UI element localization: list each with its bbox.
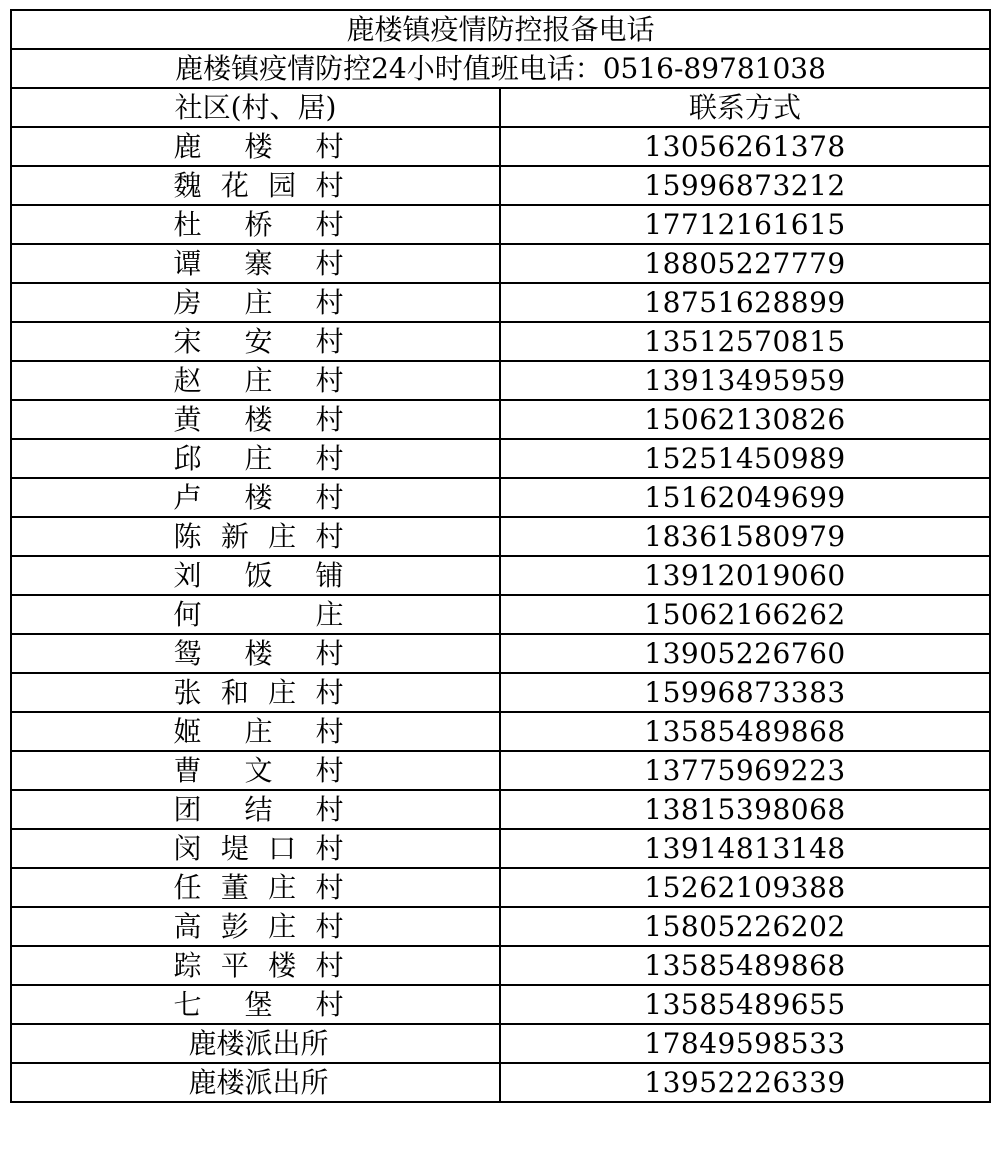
phone-cell	[500, 556, 990, 595]
table-row	[11, 400, 990, 439]
title-row	[11, 10, 990, 49]
community-name-cell	[11, 1024, 500, 1063]
phone-number: 13512570815	[644, 325, 846, 358]
table-row	[11, 868, 990, 907]
phone-number: 13585489868	[644, 715, 846, 748]
community-name: 高 彭 庄 村	[173, 910, 344, 943]
phone-cell	[500, 946, 990, 985]
phone-number: 18361580979	[644, 520, 846, 553]
community-name-cell	[11, 361, 500, 400]
community-name: 任 董 庄 村	[173, 871, 344, 904]
table-title: 鹿楼镇疫情防控报备电话	[11, 10, 990, 49]
community-name-cell	[11, 205, 500, 244]
phone-number: 15062166262	[644, 598, 846, 631]
phone-cell	[500, 751, 990, 790]
community-name-cell	[11, 673, 500, 712]
phone-cell	[500, 829, 990, 868]
phone-cell	[500, 712, 990, 751]
phone-number: 15805226202	[644, 910, 846, 943]
community-name: 踪 平 楼 村	[173, 949, 344, 982]
community-name-cell	[11, 712, 500, 751]
phone-cell	[500, 322, 990, 361]
community-name-cell	[11, 127, 500, 166]
phone-cell	[500, 127, 990, 166]
phone-cell	[500, 634, 990, 673]
table-row	[11, 166, 990, 205]
phone-directory-table	[10, 9, 991, 1103]
phone-number: 15262109388	[644, 871, 846, 904]
phone-cell	[500, 1024, 990, 1063]
community-name: 鹿 楼 派 出 所	[188, 1066, 329, 1099]
community-name: 曹 文 村	[173, 754, 344, 787]
community-name: 鹿 楼 派 出 所	[188, 1027, 329, 1060]
table-row	[11, 322, 990, 361]
phone-cell	[500, 517, 990, 556]
community-name: 鸳 楼 村	[173, 637, 344, 670]
phone-number: 13905226760	[644, 637, 846, 670]
phone-number: 13056261378	[644, 130, 846, 163]
phone-cell	[500, 361, 990, 400]
community-name-cell	[11, 634, 500, 673]
community-name: 闵 堤 口 村	[173, 832, 344, 865]
phone-number: 15996873383	[644, 676, 846, 709]
community-name-cell	[11, 283, 500, 322]
table-row	[11, 478, 990, 517]
table-row	[11, 829, 990, 868]
community-name: 张 和 庄 村	[173, 676, 344, 709]
community-name-cell	[11, 166, 500, 205]
community-name-cell	[11, 790, 500, 829]
community-name-cell	[11, 829, 500, 868]
community-name: 邱 庄 村	[173, 442, 344, 475]
community-name: 七 堡 村	[173, 988, 344, 1021]
community-name-cell	[11, 517, 500, 556]
community-name: 房 庄 村	[173, 286, 344, 319]
phone-number: 17849598533	[644, 1027, 846, 1060]
phone-cell	[500, 400, 990, 439]
table-row	[11, 205, 990, 244]
community-name-cell	[11, 595, 500, 634]
table-row	[11, 751, 990, 790]
phone-number: 13913495959	[644, 364, 846, 397]
hotline-row	[11, 49, 990, 88]
community-name-cell	[11, 985, 500, 1024]
phone-number: 15996873212	[644, 169, 846, 202]
header-row	[11, 88, 990, 127]
table-row	[11, 283, 990, 322]
phone-number: 13585489655	[644, 988, 846, 1021]
community-name: 赵 庄 村	[173, 364, 344, 397]
phone-number: 13952226339	[644, 1066, 846, 1099]
table-row	[11, 595, 990, 634]
community-name: 杜 桥 村	[173, 208, 344, 241]
phone-number: 15062130826	[644, 403, 846, 436]
phone-cell	[500, 868, 990, 907]
community-name-cell	[11, 478, 500, 517]
phone-cell	[500, 283, 990, 322]
table-row	[11, 439, 990, 478]
phone-cell	[500, 985, 990, 1024]
phone-number: 13912019060	[644, 559, 846, 592]
phone-number: 17712161615	[644, 208, 846, 241]
community-name-cell	[11, 907, 500, 946]
phone-number: 18805227779	[644, 247, 846, 280]
table-row	[11, 244, 990, 283]
phone-cell	[500, 1063, 990, 1102]
table-row	[11, 907, 990, 946]
community-column-header: 社区(村、居)	[11, 88, 500, 127]
phone-number: 13775969223	[644, 754, 846, 787]
phone-cell	[500, 790, 990, 829]
table-row	[11, 634, 990, 673]
phone-directory-sheet	[10, 9, 989, 1103]
phone-cell	[500, 478, 990, 517]
community-name-cell	[11, 1063, 500, 1102]
community-name-cell	[11, 439, 500, 478]
table-row	[11, 946, 990, 985]
community-name-cell	[11, 751, 500, 790]
phone-number: 13815398068	[644, 793, 846, 826]
community-name-cell	[11, 400, 500, 439]
phone-number: 18751628899	[644, 286, 846, 319]
table-row	[11, 127, 990, 166]
phone-cell	[500, 439, 990, 478]
community-name-cell	[11, 244, 500, 283]
phone-cell	[500, 205, 990, 244]
table-row	[11, 790, 990, 829]
community-name-cell	[11, 556, 500, 595]
contact-column-header: 联系方式	[500, 88, 990, 127]
phone-number: 15162049699	[644, 481, 846, 514]
duty-hotline: 鹿楼镇疫情防控24小时值班电话：0516-89781038	[11, 49, 990, 88]
community-name: 刘 饭 铺	[173, 559, 344, 592]
community-name: 谭 寨 村	[173, 247, 344, 280]
table-row	[11, 985, 990, 1024]
phone-cell	[500, 907, 990, 946]
community-name: 姬 庄 村	[173, 715, 344, 748]
phone-cell	[500, 673, 990, 712]
phone-number: 13585489868	[644, 949, 846, 982]
community-name: 魏 花 园 村	[173, 169, 344, 202]
phone-cell	[500, 244, 990, 283]
phone-cell	[500, 595, 990, 634]
community-name: 团 结 村	[173, 793, 344, 826]
community-name: 卢 楼 村	[173, 481, 344, 514]
phone-number: 15251450989	[644, 442, 846, 475]
community-name: 黄 楼 村	[173, 403, 344, 436]
community-name: 宋 安 村	[173, 325, 344, 358]
table-row	[11, 1063, 990, 1102]
phone-number: 13914813148	[644, 832, 846, 865]
community-name: 鹿 楼 村	[173, 130, 344, 163]
table-row	[11, 712, 990, 751]
community-name-cell	[11, 322, 500, 361]
table-row	[11, 1024, 990, 1063]
community-name-cell	[11, 868, 500, 907]
community-name: 陈 新 庄 村	[173, 520, 344, 553]
community-name-cell	[11, 946, 500, 985]
community-name: 何 庄	[173, 598, 344, 631]
table-row	[11, 673, 990, 712]
phone-cell	[500, 166, 990, 205]
table-row	[11, 361, 990, 400]
table-row	[11, 556, 990, 595]
table-row	[11, 517, 990, 556]
